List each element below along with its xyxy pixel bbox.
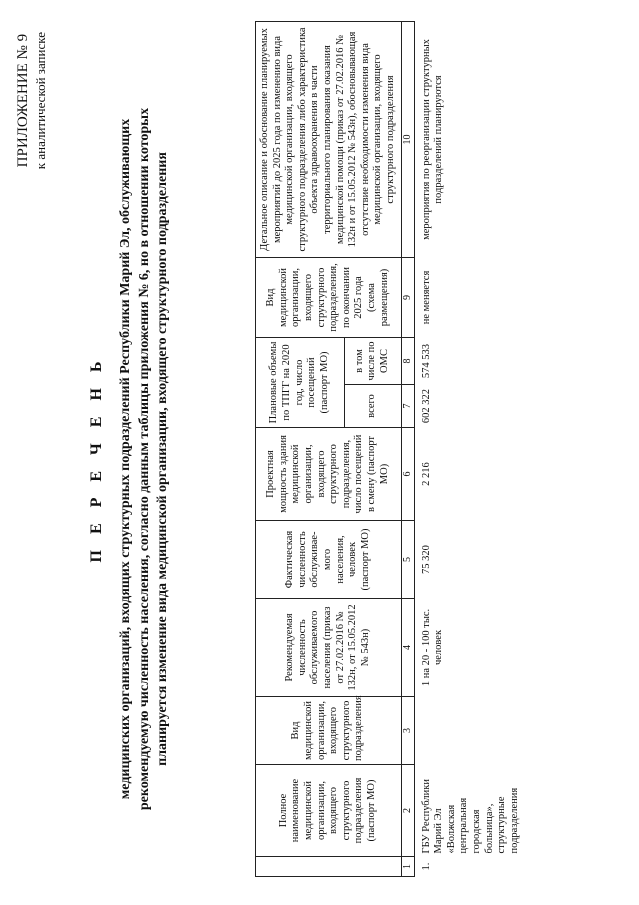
column-number: 2 — [401, 765, 414, 857]
appendix-header — [14, 32, 49, 169]
title-line-1: медицинских организаций, входящих структурных подразделений Республики Марий Эл, обслуживающих — [118, 118, 134, 800]
column-number: 9 — [401, 257, 414, 337]
header-col-3: Вид медицинской организации, входящего структурного подразделения — [256, 697, 402, 765]
column-number-row — [401, 21, 414, 876]
appendix-number: ПРИЛОЖЕНИЕ № 9 — [15, 33, 31, 168]
header-col-6: Проектная мощность здания медицинской организации, входящего структурного подразделения, число посещений в смену (паспорт МО) — [256, 428, 402, 521]
column-number: 10 — [401, 21, 414, 257]
document-title — [86, 69, 173, 849]
column-number: 8 — [401, 337, 414, 384]
appendix-subtitle: к аналитической записке — [32, 32, 48, 170]
row-number: 1. — [420, 862, 432, 871]
column-number: 4 — [401, 599, 414, 697]
header-col-9: Вид медицинской организации, входящего структурного подразделения, по окончании 2025 года (схема размещения) — [256, 257, 402, 337]
visits-total: 602 322 — [420, 388, 432, 424]
design-capacity: 2 216 — [420, 462, 432, 486]
column-number: 6 — [401, 428, 414, 521]
header-col-7: всего — [344, 385, 401, 428]
header-col-1 — [256, 857, 402, 877]
header-col-10: Детальное описание и обоснование планируемых мероприятий до 2025 года по изменению вида медицинской организации, входящего структурного подразделения либо характеристика объекта здравоохранения в части территориального планирования оказания медицинской помощи (приказ от 27.02.2016 № 132н и от 15.05.2012 № 543н), обосновывающая отсутствие необходимости изменения вида медицинской организации, входящего структурного подразделения — [256, 21, 402, 257]
actual-population: 75 320 — [420, 545, 432, 574]
header-col-4: Рекомендуемая численность обслуживаемого населения (приказ от 27.02.2016 № 132н, от 15.05.2012 № 543н) — [256, 599, 402, 697]
recommended-population: 1 на 20 - 100 тыс. человек — [420, 608, 445, 687]
header-col-5: Фактическая численность обслуживае-мого населения, человек (паспорт МО) — [256, 521, 402, 599]
organization-name: ГБУ Республики Марий Эл «Волжская центральная городская больница», структурные подразделения — [420, 779, 520, 854]
header-col-7-8: Плановые объемы по ТПГГ на 2020 год, число посещений (паспорт МО) — [256, 337, 345, 427]
column-number: 5 — [401, 521, 414, 599]
organization-kind — [414, 697, 524, 765]
measures-description: мероприятия по реорганизации структурных подразделений планируются — [420, 39, 445, 240]
header-col-8: в том числе по ОМС — [344, 337, 401, 384]
header-col-2: Полное наименование медицинской организации, входящего структурного подразделения (паспорт МО) — [256, 765, 402, 857]
column-number: 7 — [401, 385, 414, 428]
kind-2025: не меняется — [420, 270, 432, 325]
column-number: 1 — [401, 857, 414, 877]
title-main: П Е Р Е Ч Е Н Ь — [88, 355, 105, 563]
data-table — [255, 21, 524, 877]
title-line-2: рекомендуемую численность населения, согласно данным таблицы приложения № 6, но в отношении которых — [136, 107, 152, 811]
title-line-3: планируется изменение вида медицинской организации, входящего структурного подразделения — [155, 152, 171, 766]
column-number: 3 — [401, 697, 414, 765]
table-row — [414, 21, 524, 876]
table-header-row — [256, 21, 345, 876]
visits-oms: 574 533 — [420, 343, 432, 379]
